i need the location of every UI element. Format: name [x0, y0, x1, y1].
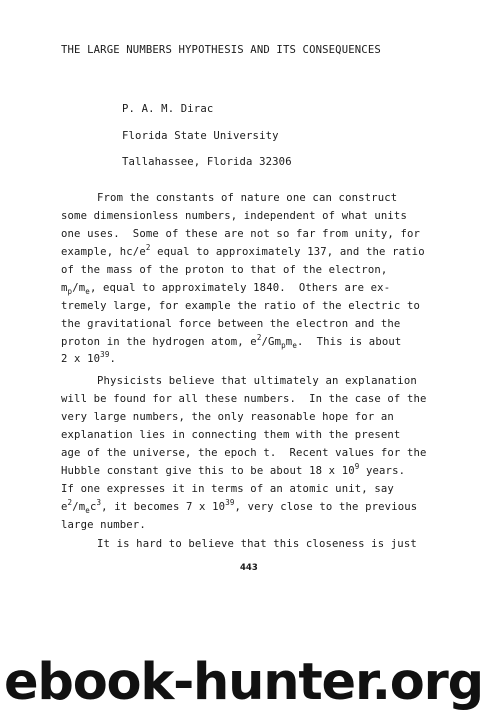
text-line: large number. — [61, 519, 146, 531]
text-line: the gravitational force between the electron and the — [61, 318, 401, 330]
watermark: ebook-hunter.org — [4, 653, 483, 712]
text-line: of the mass of the proton to that of the electron, — [61, 264, 388, 276]
text-line: some dimensionless numbers, independent of what units — [61, 210, 407, 222]
text-line: $e^2/m_ec^3$, it becomes 7 x $10^{39}$, very close to the previous — [61, 498, 418, 515]
author-location: Tallahassee, Florida 32306 — [122, 156, 292, 168]
text-line: From the constants of nature one can construct — [97, 192, 398, 204]
text-line: explanation lies in connecting them with the present — [61, 429, 401, 441]
text-line: If one expresses it in terms of an atomic unit, say — [61, 483, 394, 495]
text-line: 2 x $10^{39}$. — [61, 350, 117, 365]
text-line: It is hard to believe that this closeness is just — [97, 538, 417, 550]
text-line: will be found for all these numbers. In the case of the — [61, 393, 427, 405]
text-line: proton in the hydrogen atom, $e^2/Gm_pm_e$. This is about — [61, 333, 402, 350]
paper-title: THE LARGE NUMBERS HYPOTHESIS AND ITS CONSEQUENCES — [61, 44, 381, 56]
text-line: $m_p/m_e$, equal to approximately 1840. Others are ex- — [61, 282, 391, 296]
text-line: age of the universe, the epoch t. Recent values for the — [61, 447, 427, 459]
text-line: tremely large, for example the ratio of the electric to — [61, 300, 421, 312]
page-number: 443 — [240, 563, 258, 573]
text-line: one uses. Some of these are not so far from unity, for — [61, 228, 421, 240]
author-name: P. A. M. Dirac — [122, 103, 214, 115]
text-line: Hubble constant give this to be about 18 x $10^9$ years. — [61, 462, 406, 477]
text-line: example, $hc/e^2$ equal to approximately 137, and the ratio — [61, 243, 425, 258]
text-line: Physicists believe that ultimately an explanation — [97, 375, 417, 387]
text-line: very large numbers, the only reasonable hope for an — [61, 411, 394, 423]
author-affiliation: Florida State University — [122, 130, 279, 142]
